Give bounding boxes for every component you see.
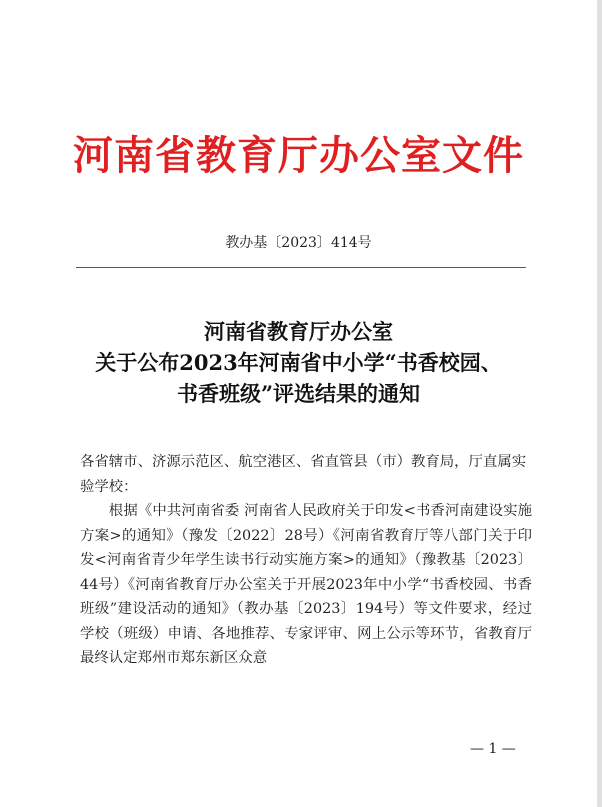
page-number: — 1 — — [470, 741, 516, 757]
title-line-2: 关于公布2023年河南省中小学“书香校园、 — [95, 350, 502, 375]
document-masthead: 河南省教育厅办公室文件 — [73, 132, 524, 179]
salutation: 各省辖市、济源示范区、航空港区、省直管县（市）教育局，厅直属实验学校： — [80, 454, 527, 495]
title-line-1: 河南省教育厅办公室 — [204, 319, 393, 344]
document-number: 教办基〔2023〕414号 — [225, 235, 372, 251]
body-paragraph-1: 根据《中共河南省委 河南省人民政府关于印发<书香河南建设实施方案>的通知》（豫发〔2022〕28号）《河南省教育厅等八部门关于印发<河南省青少年学生读书行动实施方案>的通知》（豫教基〔2023〕44号）《河南省教育厅办公室关于开展2023年中小学“书香校园、书香班级”建设活动的通知》（教办基〔2023〕194号）等文件要求，经过学校（班级）申请、各地推荐、专家评审、网上公示等环节，省教育厅最终认定郑州市郑东新区众意 — [80, 503, 532, 666]
title-line-3: 书香班级”评选结果的通知 — [176, 381, 421, 406]
red-divider-line — [76, 267, 526, 268]
document-body — [80, 450, 532, 671]
document-title — [0, 316, 597, 409]
viewer-gutter — [597, 0, 602, 807]
